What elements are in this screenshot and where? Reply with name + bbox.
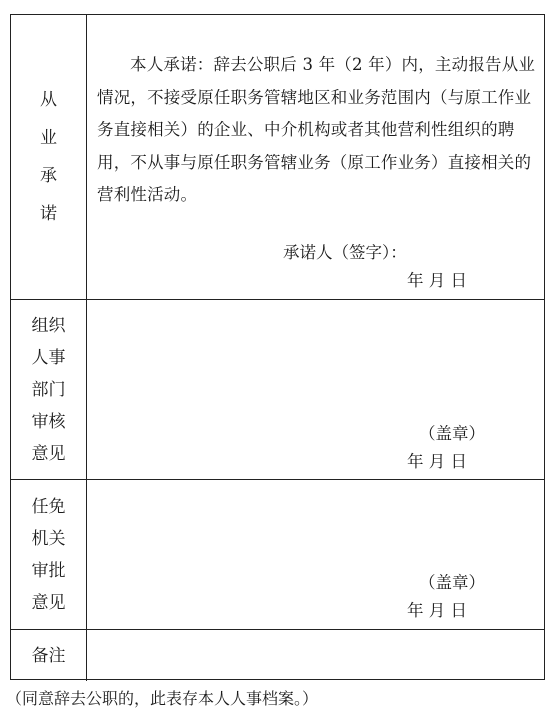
label-line: 人事 <box>31 347 66 368</box>
label-line: 审批 <box>31 560 66 581</box>
approval-row <box>11 480 544 630</box>
label-char: 业 <box>40 128 57 148</box>
label-line: 意见 <box>31 592 66 613</box>
remarks-label-cell <box>11 630 87 681</box>
label-char: 诺 <box>40 204 57 224</box>
label-line: 部门 <box>31 379 66 400</box>
label-line: 组织 <box>31 315 66 336</box>
commitment-row <box>11 15 544 300</box>
approval-date: 年 月 日 <box>407 601 467 620</box>
label-line: 意见 <box>31 443 66 464</box>
approval-content-cell[interactable] <box>87 480 544 629</box>
label-char: 从 <box>40 90 57 110</box>
remarks-label-wrap <box>32 640 66 672</box>
remarks-label: 备注 <box>31 645 66 666</box>
commitment-label-cell <box>11 15 87 299</box>
org-review-content-cell[interactable] <box>87 300 544 479</box>
remarks-content-cell[interactable] <box>87 630 544 681</box>
org-review-row <box>11 300 544 480</box>
footnote: （同意辞去公职的，此表存本人人事档案。） <box>6 689 319 708</box>
approval-seal: （盖章） <box>419 573 485 592</box>
approval-label-cell <box>11 480 87 629</box>
signer-label: 承诺人（签字）： <box>283 243 407 262</box>
label-line: 审核 <box>31 411 66 432</box>
commitment-text: 本人承诺：辞去公职后 3 年（2 年）内，主动报告从业情况，不接受原任职务管辖地区和业务范围内（与原工作业务直接相关）的企业、中介机构或者其他营利性组织的聘用，不从事与原任职务管辖业务（原工作业务）直接相关的营利性活动。 <box>97 55 536 204</box>
label-line: 任免 <box>31 496 66 517</box>
commitment-label <box>40 81 57 233</box>
commitment-date: 年 月 日 <box>407 271 467 290</box>
resignation-form-table <box>10 14 545 680</box>
org-review-label-cell <box>11 300 87 479</box>
org-review-seal: （盖章） <box>419 424 485 443</box>
commitment-content-cell[interactable] <box>87 15 544 299</box>
org-review-label <box>32 310 66 470</box>
label-char: 承 <box>40 166 57 186</box>
org-review-date: 年 月 日 <box>407 452 467 471</box>
label-line: 机关 <box>31 528 66 549</box>
approval-label <box>32 491 66 619</box>
remarks-row <box>11 630 544 681</box>
